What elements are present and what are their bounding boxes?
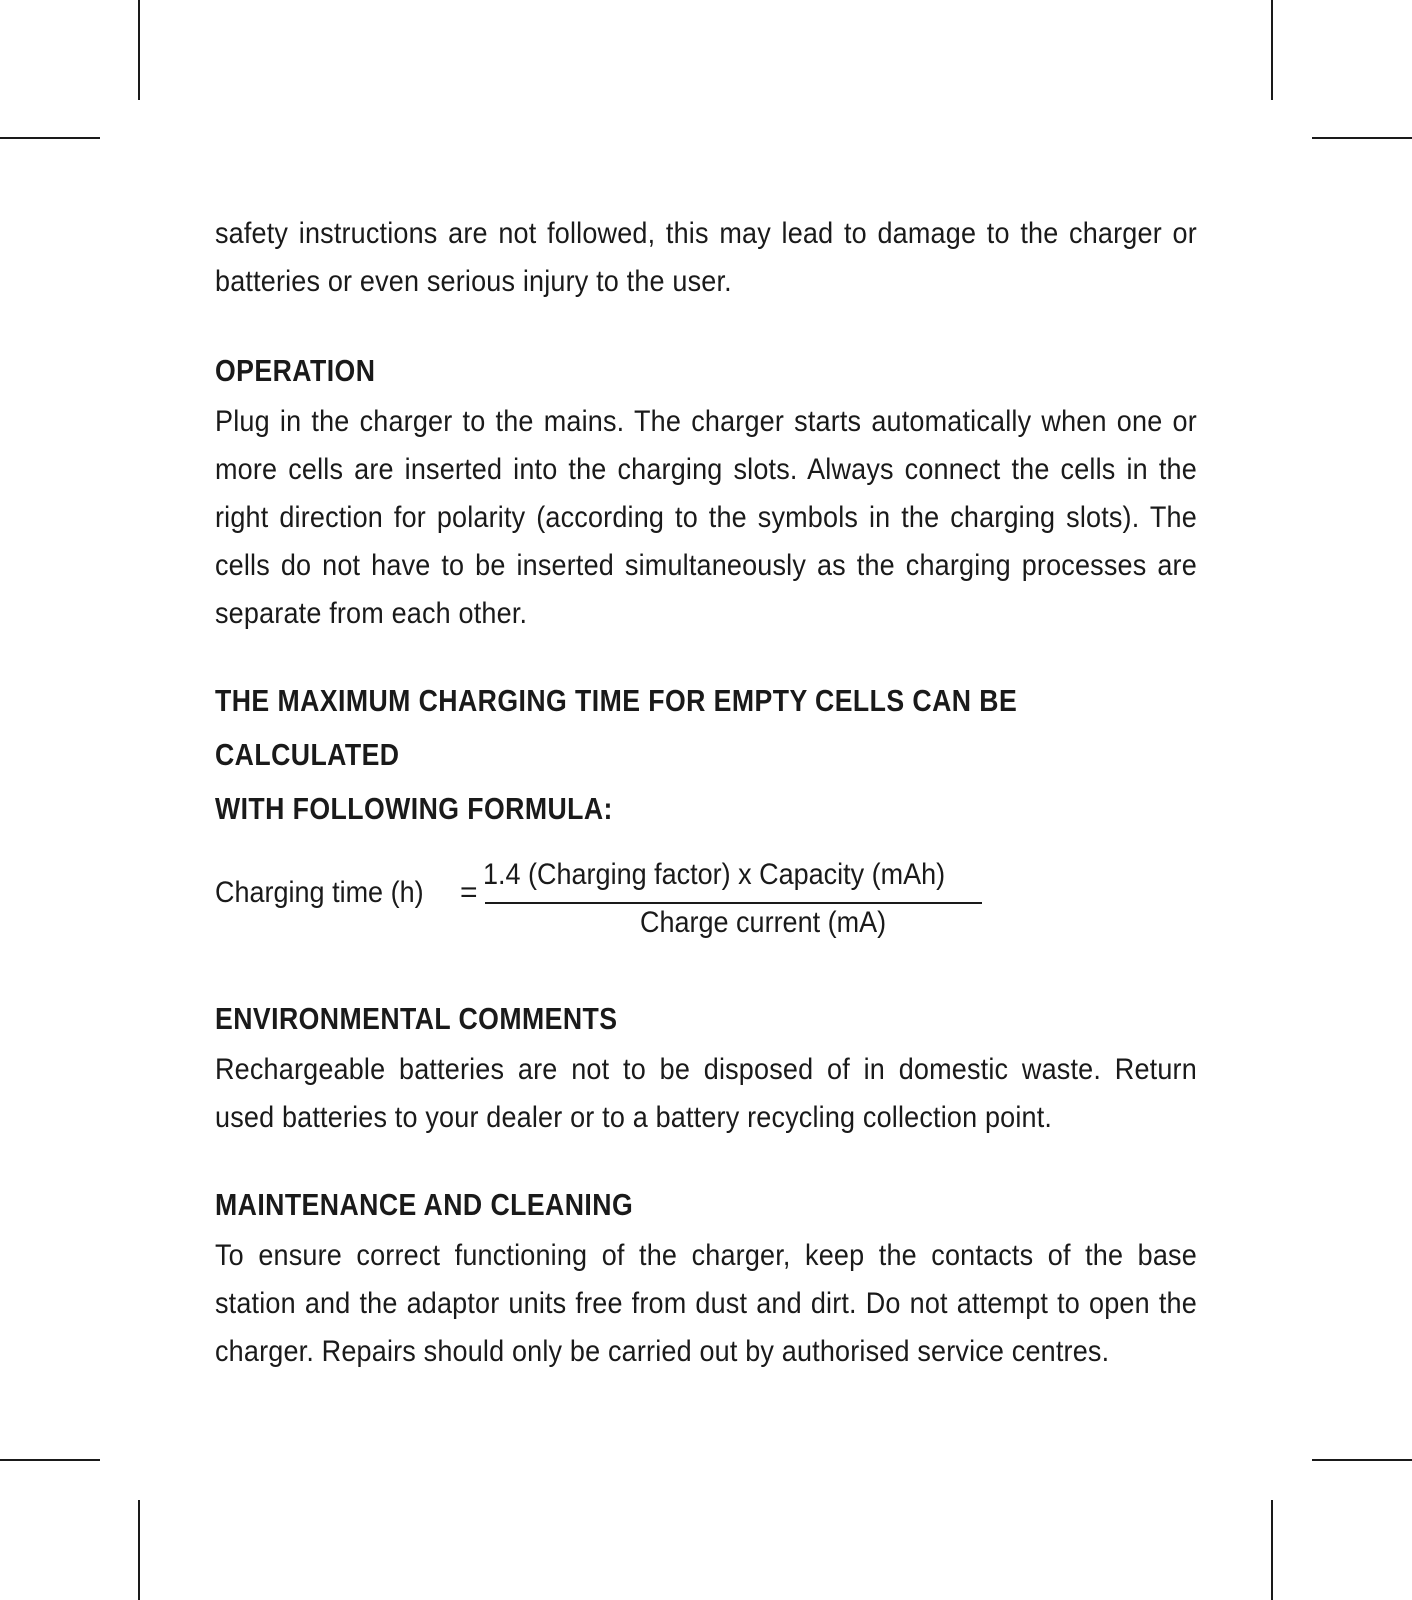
formula-numerator: 1.4 (Charging factor) x Capacity (mAh) [483,858,946,891]
crop-mark-top-right-vertical [1271,0,1273,100]
formula-heading-line-1: THE MAXIMUM CHARGING TIME FOR EMPTY CELLS CAN BE CALCULATED [215,683,1018,772]
formula-heading-line-2: WITH FOLLOWING FORMULA: [215,791,613,826]
maintenance-paragraph: To ensure correct functioning of the charger, keep the contacts of the base station and the adaptor units free from dust and dirt. Do not attempt to open the charger. Repairs should only be carried out by authorised service centres. [215,1239,1197,1368]
formula-denominator: Charge current (mA) [640,906,887,939]
fraction-bar [485,902,982,904]
formula-heading [215,674,1197,836]
document-body [215,210,1197,1376]
crop-mark-top-left-horizontal [0,137,100,139]
crop-mark-top-left-vertical [138,0,140,100]
crop-mark-bottom-right-vertical [1271,1500,1273,1600]
crop-mark-top-right-horizontal [1312,137,1412,139]
formula-equals: = [460,876,478,909]
operation-paragraph: Plug in the charger to the mains. The charger starts automatically when one or more cells are inserted into the charging slots. Always connect the cells in the right direction for polarity (according to the symbols in the charging slots). The cells do not have to be inserted simultaneously as the charging processes are separate from each other. [215,405,1197,630]
charging-time-formula [215,858,1197,958]
maintenance-heading: MAINTENANCE AND CLEANING [215,1187,634,1222]
crop-mark-bottom-left-vertical [138,1500,140,1600]
intro-paragraph: safety instructions are not followed, this may lead to damage to the charger or batteries or even serious injury to the user. [215,217,1197,298]
environmental-paragraph: Rechargeable batteries are not to be disposed of in domestic waste. Return used batteries to your dealer or to a battery recycling collection point. [215,1053,1197,1134]
crop-mark-bottom-left-horizontal [0,1459,100,1461]
crop-mark-bottom-right-horizontal [1312,1459,1412,1461]
environmental-heading: ENVIRONMENTAL COMMENTS [215,1001,618,1036]
formula-lhs: Charging time (h) [215,876,424,909]
operation-heading: OPERATION [215,353,376,388]
